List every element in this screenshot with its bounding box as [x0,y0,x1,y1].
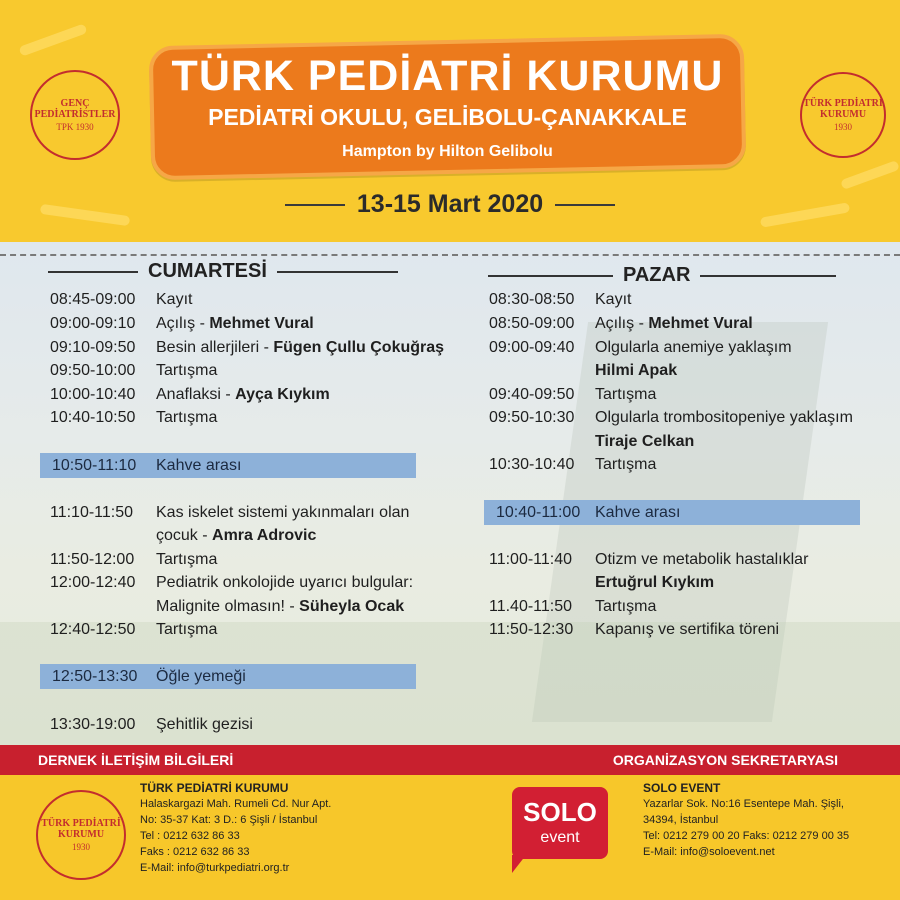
org-name: TÜRK PEDİATRİ KURUMU [140,781,289,795]
break-title: Kahve arası [595,504,681,521]
session-time: 11:50-12:30 [489,621,574,638]
session-speaker: Ayça Kıykım [235,386,330,403]
header-section [0,0,900,255]
turk-pediatri-logo [800,72,886,158]
address-line: Yazarlar Sok. No:16 Esentepe Mah. Şişli, [643,798,844,810]
turk-pediatri-logo [36,790,126,880]
session-title: Kayıt [595,291,632,308]
session-time: 11:50-12:00 [50,551,135,568]
session-speaker: Hilmi Apak [595,362,678,379]
session-title: Tartışma [156,362,218,379]
session-time: 12:40-12:50 [50,621,136,638]
footer-section [0,745,900,900]
session-title: Anaflaksi - [156,386,236,403]
session-time: 09:50-10:00 [50,362,136,379]
break-band [40,664,416,689]
logo-inner-text: TPK 1930 [56,122,94,132]
logo-year: 1930 [72,842,90,852]
divider [555,204,615,206]
logo-text: GENÇ PEDİATRİSTLER [34,98,116,120]
session-title: Tartışma [595,598,657,615]
phone-line: Tel : 0212 632 86 33 [140,830,240,842]
address-line: 34394, İstanbul [643,814,719,826]
session-time: 11:00-11:40 [489,551,573,568]
fax-line: Faks : 0212 632 86 33 [140,846,250,858]
session-title: Tartışma [156,409,218,426]
decorative-streak [840,160,900,190]
session-title: çocuk - [156,527,213,544]
logo-year: 1930 [834,122,852,132]
session-title: Olgularla trombositopeniye yaklaşım [595,409,853,426]
secretariat-contact [643,780,893,860]
day-label: CUMARTESİ [148,260,267,282]
session-title: Tartışma [156,621,218,638]
session-title: Kayıt [156,291,193,308]
session-title: Açılış - [156,315,210,332]
event-date: 13-15 Mart 2020 [356,190,544,218]
page-subtitle: PEDİATRİ OKULU, GELİBOLU-ÇANAKKALE [208,104,687,130]
logo-text: TÜRK PEDİATRİ KURUMU [41,818,121,840]
session-speaker: Tiraje Celkan [595,433,695,450]
logo-text: event [540,829,580,846]
day-label: PAZAR [623,264,691,286]
break-title: Öğle yemeği [156,668,246,685]
session-title: Şehitlik gezisi [156,716,253,733]
dashed-divider [0,254,900,256]
break-band [40,453,416,478]
contact-bar: DERNEK İLETİŞİM BİLGİLERİ [0,745,440,775]
session-time: 11:10-11:50 [50,504,134,521]
logo-text: SOLO [523,797,597,827]
divider [488,275,613,277]
solo-logo-tail [512,855,526,873]
break-time: 10:40-11:00 [496,504,581,521]
session-title: Malignite olmasın! - [156,598,300,615]
divider [48,271,138,273]
genc-pediatristler-logo [30,70,120,160]
session-time: 09:00-09:10 [50,315,136,332]
break-time: 12:50-13:30 [52,668,138,685]
secretariat-bar: ORGANİZASYON SEKRETARYASI [440,745,900,775]
session-time: 08:45-09:00 [50,291,136,308]
program-section [0,242,900,745]
session-speaker: Fügen Çullu Çokuğraş [273,339,445,356]
org-name: SOLO EVENT [643,781,721,795]
session-time: 12:00-12:40 [50,574,136,591]
address-line: No: 35-37 Kat: 3 D.: 6 Şişli / İstanbul [140,814,318,826]
session-time: 08:50-09:00 [489,315,575,332]
session-time: 10:00-10:40 [50,386,136,403]
session-time: 10:30-10:40 [489,456,575,473]
session-time: 09:50-10:30 [489,409,575,426]
saturday-header [48,260,398,283]
break-title: Kahve arası [156,457,242,474]
session-title: Tartışma [156,551,218,568]
address-line: Halaskargazi Mah. Rumeli Cd. Nur Apt. [140,798,332,810]
session-time: 09:00-09:40 [489,339,575,356]
session-time: 10:40-10:50 [50,409,136,426]
break-time: 10:50-11:10 [52,457,137,474]
divider [700,275,836,277]
session-speaker: Mehmet Vural [648,315,753,332]
divider [277,271,398,273]
session-time: 09:10-09:50 [50,339,136,356]
session-speaker: Mehmet Vural [209,315,314,332]
title-block [150,52,745,164]
session-title: Kapanış ve sertifika töreni [595,621,780,638]
session-title: Tartışma [595,386,657,403]
venue: Hampton by Hilton Gelibolu [342,143,553,160]
session-speaker: Süheyla Ocak [299,598,405,615]
phone-line: Tel: 0212 279 00 20 Faks: 0212 279 00 35 [643,830,850,842]
association-contact [140,780,380,876]
session-title: Açılış - [595,315,649,332]
session-speaker: Amra Adrovic [212,527,317,544]
email-line: E-Mail: info@turkpediatri.org.tr [140,862,290,874]
session-title: Tartışma [595,456,657,473]
divider [285,204,345,206]
decorative-streak [40,204,131,226]
session-time: 09:40-09:50 [489,386,575,403]
sunday-header [488,264,836,287]
decorative-streak [18,23,87,56]
decorative-streak [760,202,850,227]
session-title: Otizm ve metabolik hastalıklar [595,551,809,568]
break-band [484,500,860,525]
session-title: Olgularla anemiye yaklaşım [595,339,792,356]
session-title: Kas iskelet sistemi yakınmaları olan [156,504,410,521]
page-title: TÜRK PEDİATRİ KURUMU [171,52,724,100]
date-row [285,190,615,219]
session-title: Besin allerjileri - [156,339,274,356]
session-time: 08:30-08:50 [489,291,575,308]
session-time: 13:30-19:00 [50,716,136,733]
session-title: Pediatrik onkolojide uyarıcı bulgular: [156,574,414,591]
email-line: E-Mail: info@soloevent.net [643,846,775,858]
logo-text: TÜRK PEDİATRİ KURUMU [803,98,883,120]
session-speaker: Ertuğrul Kıykım [595,574,715,591]
solo-event-logo [512,787,608,859]
session-time: 11.40-11:50 [489,598,573,615]
